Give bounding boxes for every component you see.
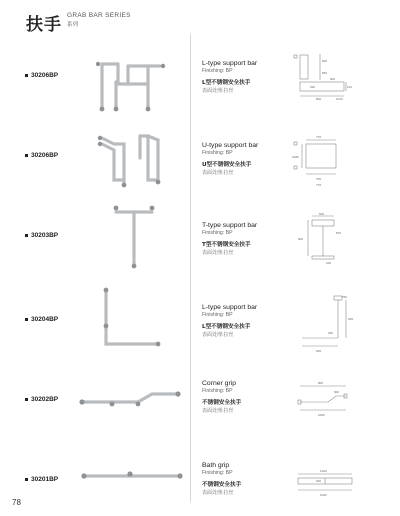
bullet-icon (25, 74, 28, 77)
product-code: 30206BP (25, 152, 58, 159)
product-name-cn: 不锈钢安全扶手 (202, 482, 242, 488)
product-treatment-cn: 表面处理:拉丝 (202, 170, 234, 176)
product-code: 30201BP (25, 476, 58, 483)
product-name: L-type support bar (202, 60, 258, 67)
dimension-label: 750 (342, 295, 348, 299)
product-treatment-cn: 表面处理:拉丝 (202, 88, 234, 94)
product-name-cn: L型不锈钢安全扶手 (202, 80, 251, 86)
product-name-cn: T型不锈钢安全扶手 (202, 242, 251, 248)
product-image-t-type-support-bar (110, 202, 160, 270)
dimension-label: 300 (328, 331, 334, 335)
bullet-icon (25, 234, 28, 237)
product-info (202, 380, 282, 414)
dimension-label: 1080 (292, 155, 299, 159)
dimension-label: 600 (322, 59, 328, 63)
dimension-label: 750 (316, 177, 322, 181)
product-name: Bath grip (202, 462, 230, 469)
product-image-u-type-support-bar (92, 130, 172, 190)
dimension-label: 870 (336, 231, 342, 235)
bullet-icon (25, 478, 28, 481)
dimension-label: 770 (316, 135, 322, 139)
product-info (202, 304, 282, 338)
product-image-l-type-support-bar (88, 54, 168, 112)
product-name-cn: L型不锈钢安全扶手 (202, 324, 251, 330)
product-name-cn: 不锈钢安全扶手 (202, 400, 242, 406)
dimension-label: 1000 (318, 413, 325, 417)
technical-drawing (290, 380, 360, 428)
dimension-label: 1000 (320, 493, 327, 497)
product-info (202, 60, 282, 94)
page-number: 78 (12, 498, 21, 507)
dimension-label: 900 (298, 237, 304, 241)
dimension-label: 900 (330, 77, 336, 81)
dimension-label: 1200 (320, 469, 327, 473)
dimension-label: 100 (326, 261, 332, 265)
product-name-cn: U型不锈钢安全扶手 (202, 162, 252, 168)
product-info (202, 462, 282, 496)
technical-drawing (290, 294, 360, 354)
product-name: Corner grip (202, 380, 236, 387)
product-finishing: Finishing: BP (202, 470, 233, 476)
product-finishing: Finishing: BP (202, 68, 233, 74)
product-image-l-type-support-bar-2 (96, 286, 166, 354)
product-treatment-cn: 表面处理:拉丝 (202, 332, 234, 338)
dimension-label: 600 (316, 349, 322, 353)
product-name: T-type support bar (202, 222, 258, 229)
bullet-icon (25, 318, 28, 321)
product-treatment-cn: 表面处理:拉丝 (202, 250, 234, 256)
product-treatment-cn: 表面处理:拉丝 (202, 408, 234, 414)
dimension-label: 600 (334, 390, 340, 394)
product-info (202, 142, 282, 176)
dimension-label: 800 (316, 97, 322, 101)
header-title-cn: 扶手 (26, 15, 62, 35)
bullet-icon (25, 398, 28, 401)
dimension-label: 650 (322, 71, 328, 75)
product-finishing: Finishing: BP (202, 230, 233, 236)
technical-drawing (290, 132, 360, 188)
header-series-en: GRAB BAR SERIES (67, 12, 131, 19)
dimension-label: 600 (316, 479, 322, 483)
product-code: 30206BP (25, 72, 58, 79)
product-finishing: Finishing: BP (202, 150, 233, 156)
product-code: 30204BP (25, 316, 58, 323)
dimension-label: 620 (310, 85, 316, 89)
product-code: 30202BP (25, 396, 58, 403)
bullet-icon (25, 154, 28, 157)
product-finishing: Finishing: BP (202, 312, 233, 318)
dimension-label: 800 (318, 381, 324, 385)
product-finishing: Finishing: BP (202, 388, 233, 394)
technical-drawing (290, 52, 360, 102)
product-image-bath-grip (80, 464, 184, 486)
product-name: U-type support bar (202, 142, 259, 149)
product-code: 30203BP (25, 232, 58, 239)
technical-drawing (290, 468, 360, 502)
product-name: L-type support bar (202, 304, 258, 311)
dimension-label: 1010 (336, 97, 343, 101)
product-info (202, 222, 282, 256)
column-divider (190, 34, 191, 502)
dimension-label: 600 (319, 212, 325, 216)
dimension-label: 600 (348, 317, 354, 321)
product-treatment-cn: 表面处理:拉丝 (202, 490, 234, 496)
product-image-corner-grip (78, 380, 182, 416)
dimension-label: 110 (347, 85, 352, 89)
dimension-label: 770 (316, 183, 322, 187)
technical-drawing (290, 212, 360, 268)
header-series-cn: 系列 (67, 22, 79, 28)
